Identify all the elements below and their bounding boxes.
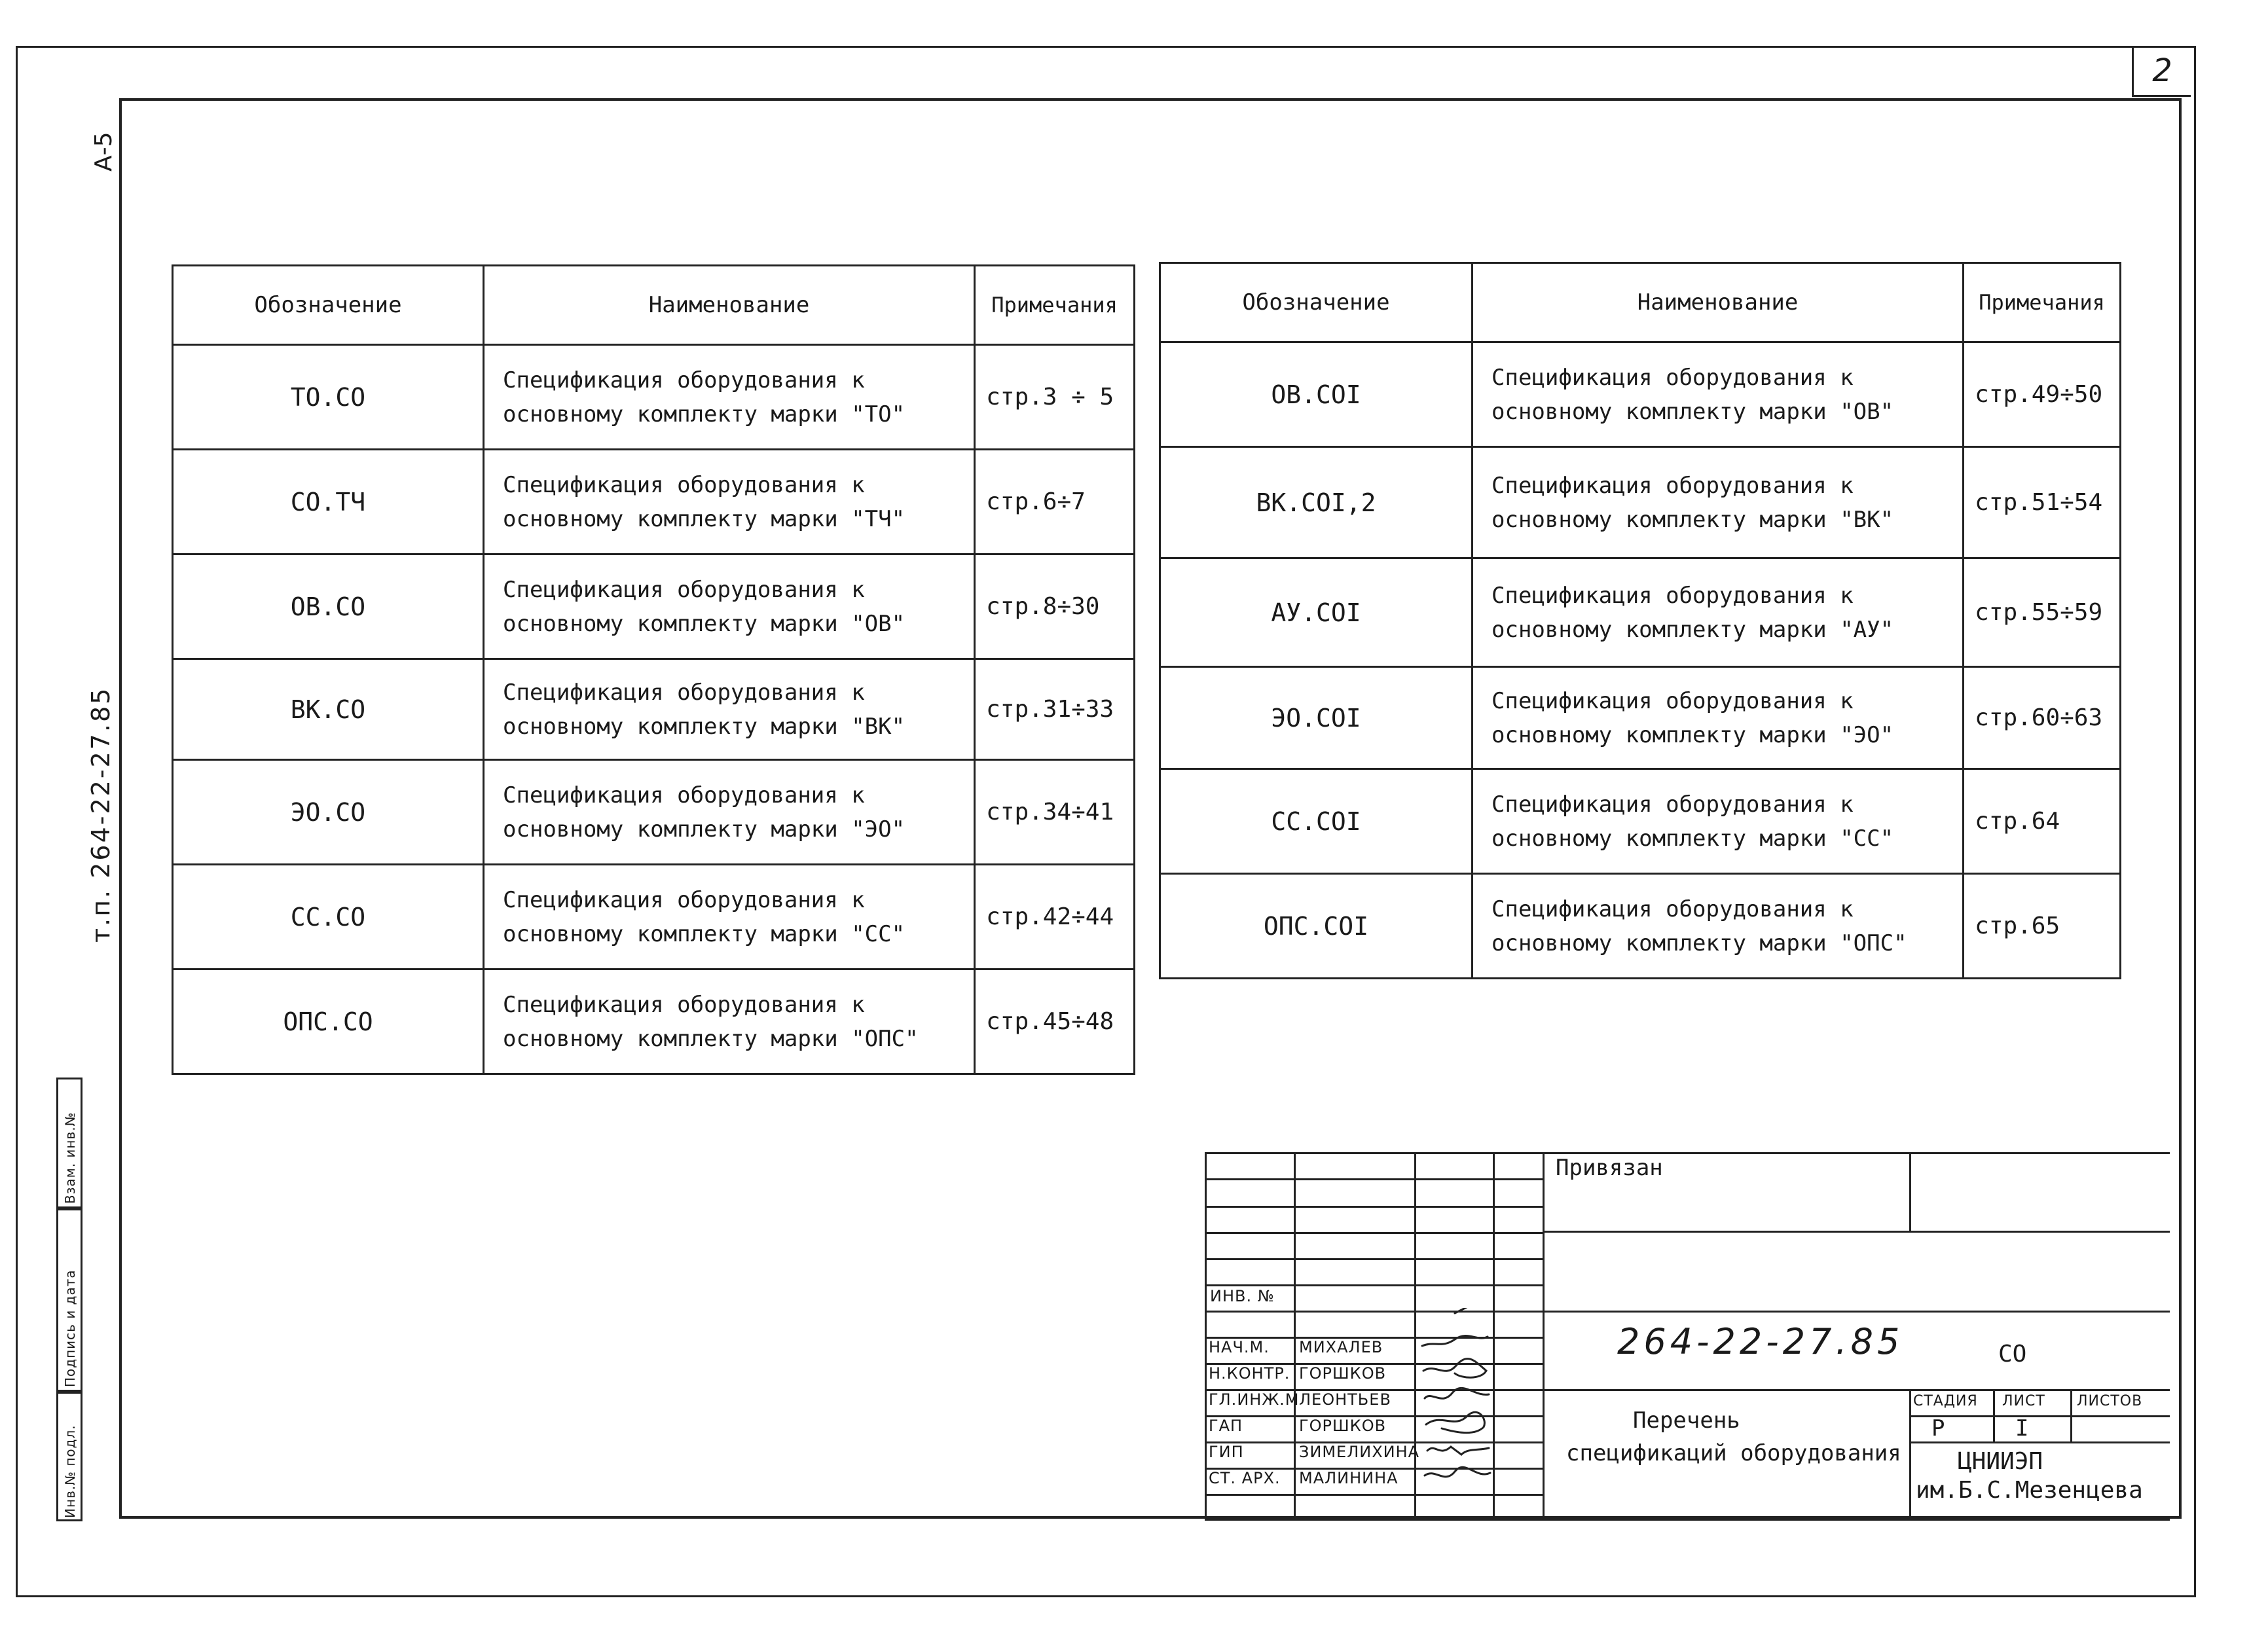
header-designation: Обозначение <box>173 266 484 345</box>
table-row <box>173 865 1135 969</box>
row-name <box>1472 447 1964 558</box>
role-label: СТ. АРХ. <box>1209 1469 1281 1487</box>
row-name-line-2: основному комплекту марки "ВК" <box>503 713 905 740</box>
row-name-line-2: основному комплекту марки "ТО" <box>503 401 905 427</box>
row-note: стр.65 <box>1964 874 2121 979</box>
row-name <box>484 554 975 659</box>
stage-value: Р <box>1931 1415 1945 1441</box>
row-note: стр.60÷63 <box>1964 667 2121 769</box>
row-name-line-2: основному комплекту марки "ОВ" <box>1491 398 1894 425</box>
row-note: стр.3 ÷ 5 <box>975 345 1135 450</box>
row-name <box>484 450 975 554</box>
format-mark: А-5 <box>90 132 117 172</box>
row-name <box>484 969 975 1074</box>
header-name: Наименование <box>1472 263 1964 342</box>
row-name-line-1: Спецификация оборудования к <box>503 782 865 808</box>
role-person-name: ЛЕОНТЬЕВ <box>1299 1390 1391 1409</box>
row-name-line-1: Спецификация оборудования к <box>503 576 865 603</box>
row-name-line-1: Спецификация оборудования к <box>503 679 865 706</box>
row-name <box>484 345 975 450</box>
row-name-line-1: Спецификация оборудования к <box>1491 364 1854 391</box>
row-name-line-2: основному комплекту марки "СС" <box>1491 825 1894 852</box>
row-name-line-2: основному комплекту марки "ОПС" <box>1491 930 1907 956</box>
table-header-row <box>1160 263 2121 342</box>
row-note: стр.31÷33 <box>975 659 1135 760</box>
row-name-line-2: основному комплекту марки "СС" <box>503 920 905 947</box>
table-header-row <box>173 266 1135 345</box>
row-name <box>484 865 975 969</box>
row-name-line-1: Спецификация оборудования к <box>1491 687 1854 714</box>
role-person-name: ЗИМЕЛИХИНА <box>1299 1443 1420 1461</box>
row-designation: СС.СО <box>173 865 484 969</box>
doc-code: СО <box>1998 1341 2027 1368</box>
row-name-line-1: Спецификация оборудования к <box>503 886 865 913</box>
role-label: Н.КОНТР. <box>1209 1364 1290 1383</box>
spec-table-right <box>1159 262 2121 979</box>
header-designation: Обозначение <box>1160 263 1472 342</box>
stamp-inv-original-label: Инв.№ подл. <box>62 1424 78 1518</box>
row-designation: ВК.СОI,2 <box>1160 447 1472 558</box>
row-name-line-2: основному комплекту марки "ОВ" <box>503 610 905 637</box>
table-row <box>173 760 1135 865</box>
header-notes: Примечания <box>1964 263 2121 342</box>
table-row <box>173 345 1135 450</box>
row-name <box>1472 667 1964 769</box>
table-row <box>173 554 1135 659</box>
sheets-label: ЛИСТОВ <box>2077 1393 2143 1409</box>
row-note: стр.51÷54 <box>1964 447 2121 558</box>
role-label: ГИП <box>1209 1443 1244 1461</box>
row-name-line-1: Спецификация оборудования к <box>1491 582 1854 609</box>
row-name <box>1472 558 1964 667</box>
row-name-line-1: Спецификация оборудования к <box>503 471 865 498</box>
row-designation: ОПС.СОI <box>1160 874 1472 979</box>
row-note: стр.8÷30 <box>975 554 1135 659</box>
row-designation: ЭО.СОI <box>1160 667 1472 769</box>
row-designation: СО.ТЧ <box>173 450 484 554</box>
stamp-inv-replace <box>56 1078 82 1208</box>
table-row <box>173 659 1135 760</box>
spec-table-left <box>172 264 1135 1075</box>
org-line-1: ЦНИИЭП <box>1958 1448 2043 1475</box>
row-name <box>1472 769 1964 874</box>
table-row <box>1160 874 2121 979</box>
role-person-name: ГОРШКОВ <box>1299 1417 1387 1435</box>
row-name <box>484 659 975 760</box>
inv-no-label: ИНВ. № <box>1210 1287 1275 1305</box>
role-person-name: МАЛИНИНА <box>1299 1469 1399 1487</box>
stamp-signature-date <box>56 1208 82 1392</box>
table-row <box>173 969 1135 1074</box>
sheet-value: I <box>2015 1415 2029 1441</box>
row-name-line-2: основному комплекту марки "ОПС" <box>503 1025 919 1052</box>
row-note: стр.42÷44 <box>975 865 1135 969</box>
row-name-line-2: основному комплекту марки "ВК" <box>1491 506 1894 533</box>
row-designation: СС.СОI <box>1160 769 1472 874</box>
role-person-name: ГОРШКОВ <box>1299 1364 1387 1383</box>
attached-label: Привязан <box>1556 1155 1663 1181</box>
row-name <box>1472 874 1964 979</box>
row-designation: ВК.СО <box>173 659 484 760</box>
stamp-inv-original <box>56 1392 82 1521</box>
row-name-line-2: основному комплекту марки "ТЧ" <box>503 505 905 532</box>
row-name <box>1472 342 1964 447</box>
row-name-line-2: основному комплекту марки "АУ" <box>1491 616 1894 643</box>
side-designation: т.п. 264-22-27.85 <box>86 686 115 943</box>
row-name-line-1: Спецификация оборудования к <box>1491 896 1854 922</box>
doc-number: 264-22-27.85 <box>1617 1321 1904 1362</box>
row-note: стр.45÷48 <box>975 969 1135 1074</box>
table-row <box>1160 558 2121 667</box>
role-label: ГЛ.ИНЖ.М <box>1209 1390 1300 1409</box>
stamp-signature-date-label: Подпись и дата <box>62 1269 78 1387</box>
row-name-line-1: Спецификация оборудования к <box>503 367 865 393</box>
sheet-label: ЛИСТ <box>2002 1393 2045 1409</box>
table-row <box>1160 342 2121 447</box>
row-note: стр.34÷41 <box>975 760 1135 865</box>
table-row <box>173 450 1135 554</box>
table-row <box>1160 447 2121 558</box>
role-label: НАЧ.М. <box>1209 1338 1270 1356</box>
row-name <box>484 760 975 865</box>
row-note: стр.6÷7 <box>975 450 1135 554</box>
row-name-line-1: Спецификация оборудования к <box>1491 791 1854 818</box>
header-notes: Примечания <box>975 266 1135 345</box>
row-designation: ОПС.СО <box>173 969 484 1074</box>
title-line-2: спецификаций оборудования <box>1566 1440 1901 1466</box>
row-name-line-2: основному комплекту марки "ЭО" <box>503 816 905 843</box>
table-row <box>1160 667 2121 769</box>
table-row <box>1160 769 2121 874</box>
role-person-name: МИХАЛЕВ <box>1299 1338 1383 1356</box>
row-name-line-2: основному комплекту марки "ЭО" <box>1491 721 1894 748</box>
row-note: стр.64 <box>1964 769 2121 874</box>
title-line-1: Перечень <box>1633 1407 1740 1434</box>
row-designation: ОВ.СОI <box>1160 342 1472 447</box>
row-note: стр.55÷59 <box>1964 558 2121 667</box>
row-designation: ЭО.СО <box>173 760 484 865</box>
row-designation: АУ.СОI <box>1160 558 1472 667</box>
stamp-inv-replace-label: Взам. инв.№ <box>62 1112 78 1204</box>
signatures-icon <box>1416 1308 1494 1517</box>
row-name-line-1: Спецификация оборудования к <box>1491 472 1854 499</box>
row-note: стр.49÷50 <box>1964 342 2121 447</box>
org-line-2: им.Б.С.Мезенцева <box>1916 1477 2143 1504</box>
sheet-number: 2 <box>2132 46 2191 97</box>
stage-label: СТАДИЯ <box>1913 1393 1978 1409</box>
role-label: ГАП <box>1209 1417 1243 1435</box>
row-designation: ТО.СО <box>173 345 484 450</box>
row-name-line-1: Спецификация оборудования к <box>503 991 865 1018</box>
header-name: Наименование <box>484 266 975 345</box>
row-designation: ОВ.СО <box>173 554 484 659</box>
